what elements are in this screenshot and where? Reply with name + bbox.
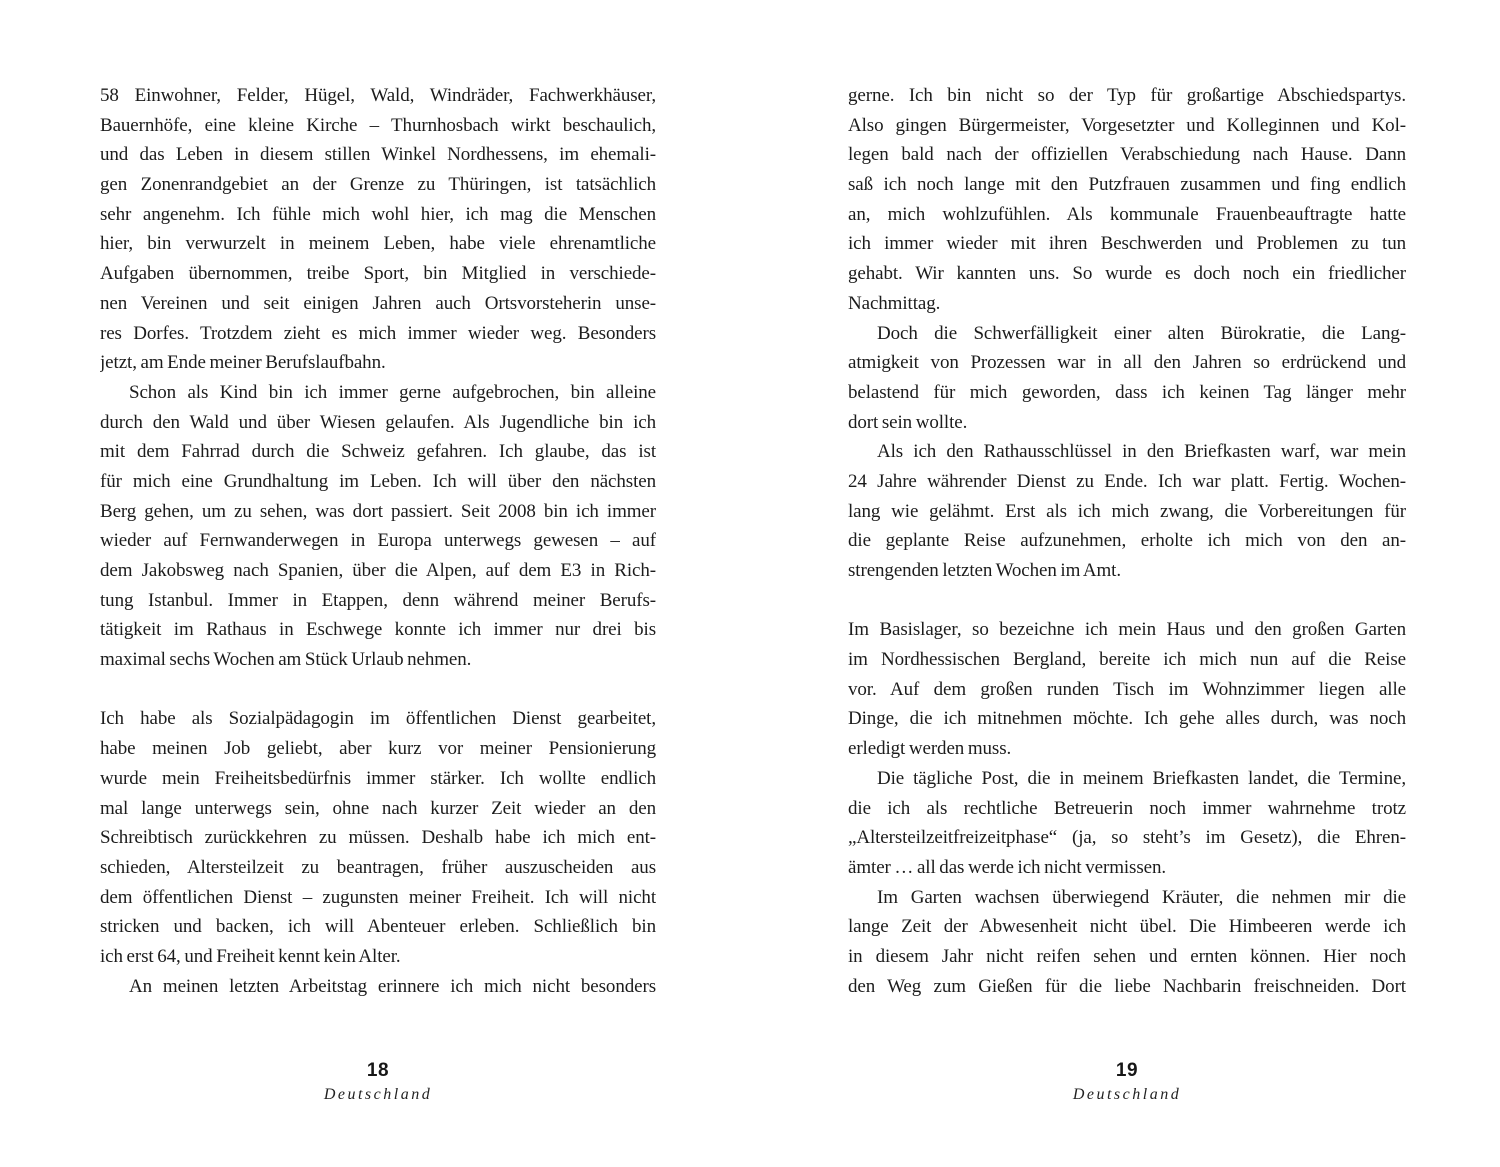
text-line: an, mich wohlzufühlen. Als kommunale Frauenbeauftragte hatte (848, 203, 1406, 225)
text-line: den Weg zum Gießen für die liebe Nachbarin freischneiden. Dort (848, 975, 1406, 997)
text-line: belastend für mich geworden, dass ich keinen Tag länger mehr (848, 381, 1406, 403)
text-line: in diesem Jahr nicht reifen sehen und ernten können. Hier noch (848, 945, 1406, 967)
text-line: maximal sechs Wochen am Stück Urlaub nehmen. (100, 649, 472, 671)
text-line: hier, bin verwurzelt in meinem Leben, habe viele ehrenamtliche (100, 233, 656, 255)
text-line: ich erst 64, und Freiheit kennt kein Alter. (100, 945, 401, 967)
text-line: Schreibtisch zurückkehren zu müssen. Deshalb habe ich mich ent- (100, 827, 656, 849)
text-line: durch den Wald und über Wiesen gelaufen. Als Jugendliche bin ich (100, 411, 656, 433)
text-line: nen Vereinen und seit einigen Jahren auch Ortsvorsteherin unse- (100, 292, 656, 314)
text-line: Berg gehen, um zu sehen, was dort passiert. Seit 2008 bin ich immer (100, 500, 656, 522)
text-line: Also gingen Bürgermeister, Vorgesetzter und Kolleginnen und Kol- (848, 114, 1406, 136)
text-line: gerne. Ich bin nicht so der Typ für großartige Abschiedspartys. (848, 85, 1406, 106)
text-line: res Dorfes. Trotzdem zieht es mich immer wieder weg. Besonders (100, 322, 656, 344)
page-footer-left (100, 1060, 656, 1104)
text-line: und das Leben in diesem stillen Winkel Nordhessens, im ehemali- (100, 144, 656, 166)
text-line: Aufgaben übernommen, treibe Sport, bin Mitglied in verschiede- (100, 263, 656, 285)
text-line: wurde mein Freiheitsbedürfnis immer stärker. Ich wollte endlich (100, 767, 656, 789)
footer-running-title: Deutschland (323, 1086, 433, 1103)
text-line: im Nordhessischen Bergland, bereite ich mich nun auf die Reise (848, 649, 1406, 671)
text-line: dem öffentlichen Dienst – zugunsten meiner Freiheit. Ich will nicht (100, 886, 656, 908)
text-line: Doch die Schwerfälligkeit einer alten Bürokratie, die Lang- (877, 322, 1406, 344)
text-line: schieden, Altersteilzeit zu beantragen, früher auszuscheiden aus (100, 856, 656, 878)
text-line: Im Garten wachsen überwiegend Kräuter, die nehmen mir die (877, 886, 1406, 908)
book-page-right (750, 0, 1500, 1167)
text-line: habe meinen Job geliebt, aber kurz vor meiner Pensionierung (100, 738, 656, 760)
text-line: dort sein wollte. (848, 411, 968, 433)
text-line: 58 Einwohner, Felder, Hügel, Wald, Windräder, Fachwerkhäuser, (100, 85, 656, 106)
page-number: 18 (366, 1060, 390, 1081)
text-line: lange Zeit der Abwesenheit nicht übel. Die Himbeeren werde ich (848, 916, 1406, 938)
paragraph-spacer (100, 675, 656, 705)
text-line: strengenden letzten Wochen im Amt. (848, 560, 1122, 581)
text-line: tätigkeit im Rathaus in Eschwege konnte ich immer nur drei bis (100, 619, 656, 641)
text-line: Im Basislager, so bezeichne ich mein Haus und den großen Garten (848, 619, 1406, 641)
text-line: atmigkeit von Prozessen war in all den Jahren so erdrückend und (848, 352, 1406, 374)
text-line: vor. Auf dem großen runden Tisch im Wohnzimmer liegen alle (848, 678, 1406, 700)
text-line: stricken und backen, ich will Abenteuer erleben. Schließlich bin (100, 916, 656, 938)
text-line: Die tägliche Post, die in meinem Briefkasten landet, die Termine, (877, 767, 1406, 789)
paragraph-spacer (848, 586, 1406, 616)
text-line: wieder auf Fernwanderwegen in Europa unterwegs gewesen – auf (100, 530, 656, 552)
text-line: sehr angenehm. Ich fühle mich wohl hier, ich mag die Menschen (100, 203, 656, 225)
text-line: ämter … all das werde ich nicht vermissen. (848, 856, 1167, 878)
text-line: Dinge, die ich mitnehmen möchte. Ich gehe alles durch, was noch (848, 708, 1406, 730)
page-text-left (100, 81, 656, 1001)
text-line: Als ich den Rathausschlüssel in den Briefkasten warf, war mein (877, 441, 1406, 463)
page-footer-right (848, 1060, 1406, 1104)
text-line: ich immer wieder mit ihren Beschwerden und Problemen zu tun (848, 233, 1406, 255)
text-line: „Altersteilzeitfreizeitphase“ (ja, so steht’s im Gesetz), die Ehren- (848, 827, 1406, 849)
text-line: dem Jakobsweg nach Spanien, über die Alpen, auf dem E3 in Rich- (100, 560, 656, 581)
text-line: saß ich noch lange mit den Putzfrauen zusammen und fing endlich (848, 174, 1406, 196)
text-line: Bauernhöfe, eine kleine Kirche – Thurnhosbach wirkt beschaulich, (100, 114, 656, 136)
text-line: jetzt, am Ende meiner Berufslaufbahn. (100, 352, 386, 374)
footer-running-title: Deutschland (1072, 1086, 1182, 1103)
text-line: legen bald nach der offiziellen Verabschiedung nach Hause. Dann (848, 144, 1406, 166)
text-line: An meinen letzten Arbeitstag erinnere ich mich nicht besonders (129, 975, 656, 997)
text-line: mal lange unterwegs sein, ohne nach kurzer Zeit wieder an den (100, 797, 656, 819)
text-line: 24 Jahre währender Dienst zu Ende. Ich war platt. Fertig. Wochen- (848, 470, 1406, 492)
text-line: die ich als rechtliche Betreuerin noch immer wahrnehme trotz (848, 797, 1406, 819)
text-line: lang wie gelähmt. Erst als ich mich zwang, die Vorbereitungen für (848, 500, 1406, 522)
text-line: für mich eine Grundhaltung im Leben. Ich will über den nächsten (100, 470, 656, 492)
page-text-right (848, 81, 1406, 1001)
text-line: mit dem Fahrrad durch die Schweiz gefahren. Ich glaube, das ist (100, 441, 656, 463)
text-line: Schon als Kind bin ich immer gerne aufgebrochen, bin alleine (129, 381, 656, 403)
text-line: erledigt werden muss. (848, 738, 1012, 760)
page-number: 19 (1115, 1060, 1139, 1081)
text-line: tung Istanbul. Immer in Etappen, denn während meiner Berufs- (100, 589, 656, 611)
text-line: Ich habe als Sozialpädagogin im öffentlichen Dienst gearbeitet, (100, 708, 656, 730)
text-line: gen Zonenrandgebiet an der Grenze zu Thüringen, ist tatsächlich (100, 174, 656, 196)
text-line: Nachmittag. (848, 292, 941, 314)
text-line: gehabt. Wir kannten uns. So wurde es doch noch ein friedlicher (848, 263, 1406, 285)
text-line: die geplante Reise aufzunehmen, erholte ich mich von den an- (848, 530, 1406, 552)
